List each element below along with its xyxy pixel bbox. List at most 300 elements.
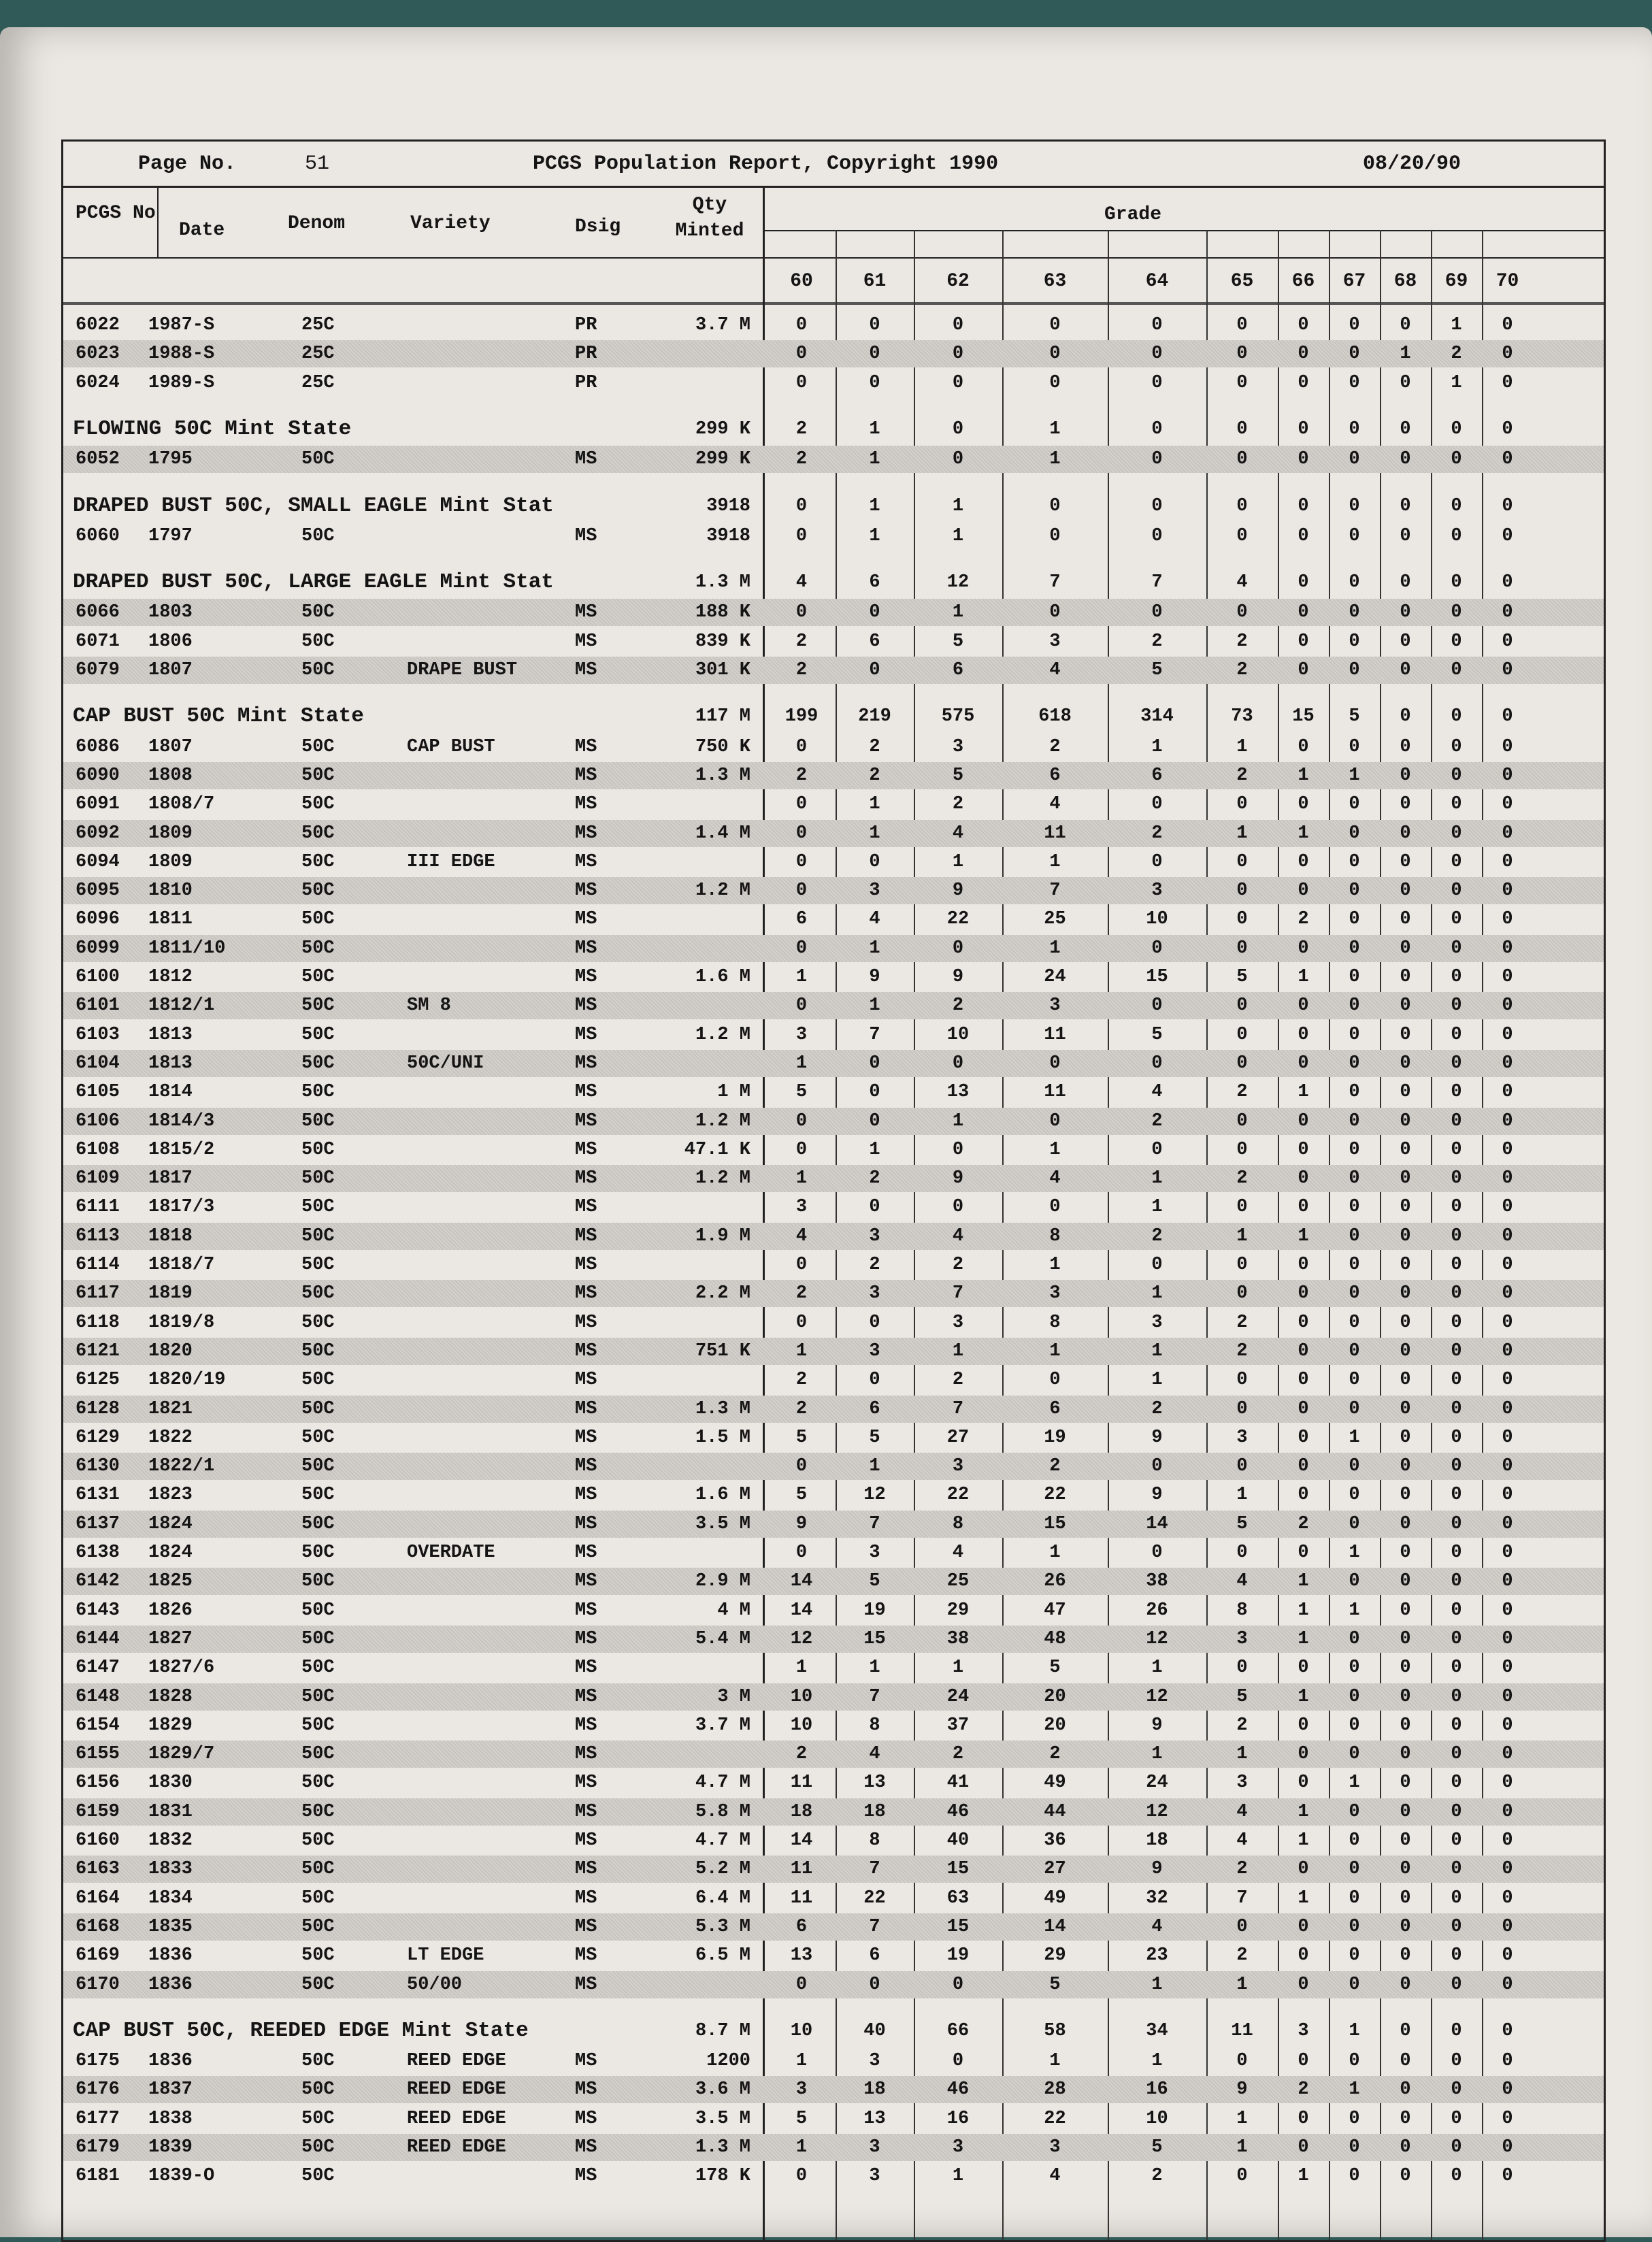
grade-total-64: 0 xyxy=(1151,495,1163,516)
grade-64-cell: 0 xyxy=(1151,1255,1163,1275)
grade-60-cell: 14 xyxy=(790,1571,813,1592)
section-totals-row xyxy=(63,416,1604,443)
grade-header-67: 67 xyxy=(1342,271,1366,292)
grade-total-67: 5 xyxy=(1349,706,1360,727)
denom-cell: 50C xyxy=(301,1773,335,1794)
pcgs-no-cell: 6129 xyxy=(76,1427,120,1448)
grade-62-cell: 22 xyxy=(946,909,970,930)
grade-67-cell: 0 xyxy=(1349,525,1360,546)
table-row xyxy=(63,2105,1604,2132)
grade-total-70: 0 xyxy=(1502,706,1513,727)
grade-66-cell: 1 xyxy=(1298,2166,1309,2187)
pcgs-no-cell: 6138 xyxy=(76,1543,120,1563)
dsig-cell: MS xyxy=(575,967,597,987)
grade-60-cell: 2 xyxy=(795,1370,808,1391)
grade-67-cell: 1 xyxy=(1349,1600,1360,1621)
dsig-cell: MS xyxy=(575,794,597,815)
grade-70-cell: 0 xyxy=(1502,765,1513,786)
grade-70-cell: 0 xyxy=(1502,1715,1513,1736)
qty-cell: 1.2 M xyxy=(695,1168,750,1189)
grade-65-cell: 0 xyxy=(1236,1024,1248,1045)
grade-69-cell: 0 xyxy=(1451,1571,1462,1592)
table-row xyxy=(63,2134,1604,2161)
grade-60-cell: 10 xyxy=(790,1686,813,1707)
section-qty: 8.7 M xyxy=(695,2020,750,2041)
table-row xyxy=(63,877,1604,904)
grade-62-cell: 0 xyxy=(952,1139,964,1160)
grade-67-cell: 0 xyxy=(1349,1197,1360,1218)
grade-69-cell: 0 xyxy=(1451,851,1462,872)
date-cell: 1821 xyxy=(148,1398,193,1419)
dsig-cell: MS xyxy=(575,1053,597,1074)
grade-61-cell: 6 xyxy=(869,1398,880,1419)
grade-70-cell: 0 xyxy=(1502,1225,1513,1247)
qty-cell: 188 K xyxy=(695,602,750,623)
date-cell: 1822 xyxy=(148,1427,193,1448)
date-cell: 1830 xyxy=(148,1773,193,1794)
grade-61-cell: 0 xyxy=(869,851,880,872)
grade-67-cell: 0 xyxy=(1349,1225,1360,1247)
section-qty: 117 M xyxy=(695,706,750,727)
dsig-cell: PR xyxy=(575,315,597,335)
dsig-cell: MS xyxy=(575,1513,597,1534)
grade-60-cell: 0 xyxy=(795,823,808,844)
dsig-cell: MS xyxy=(575,1945,597,1966)
date-cell: 1807 xyxy=(148,660,193,680)
date-cell: 1817 xyxy=(148,1168,193,1189)
grade-69-cell: 0 xyxy=(1451,880,1462,902)
table-row xyxy=(63,1885,1604,1912)
grade-70-cell: 0 xyxy=(1502,1168,1513,1189)
grade-69-cell: 0 xyxy=(1451,1628,1462,1649)
grade-68-cell: 0 xyxy=(1400,2051,1411,2072)
grade-61-cell: 3 xyxy=(869,880,880,902)
grade-68-cell: 0 xyxy=(1400,1658,1411,1679)
date-cell: 1839-O xyxy=(148,2166,215,2187)
dsig-cell: MS xyxy=(575,2051,597,2072)
grade-62-cell: 5 xyxy=(952,631,964,652)
grade-62-cell: 7 xyxy=(952,1398,964,1419)
table-row xyxy=(63,340,1604,367)
grade-62-cell: 16 xyxy=(946,2108,970,2129)
grade-67-cell: 0 xyxy=(1349,1485,1360,1506)
date-cell: 1987-S xyxy=(148,315,215,335)
denom-cell: 50C xyxy=(301,1370,335,1391)
grade-header-61: 61 xyxy=(863,271,887,292)
grade-64-cell: 18 xyxy=(1146,1830,1168,1851)
grade-68-cell: 0 xyxy=(1400,1628,1411,1649)
denom-cell: 50C xyxy=(301,851,335,872)
grade-70-cell: 0 xyxy=(1502,1686,1513,1707)
grade-69-cell: 0 xyxy=(1451,1916,1462,1937)
grade-64-cell: 0 xyxy=(1151,1543,1163,1563)
report-date: 08/20/90 xyxy=(1363,152,1461,176)
grade-60-cell: 2 xyxy=(795,765,808,786)
grade-total-64: 34 xyxy=(1146,2020,1168,2041)
grade-66-cell: 0 xyxy=(1298,1658,1309,1679)
grade-70-cell: 0 xyxy=(1502,1139,1513,1160)
grade-60-cell: 0 xyxy=(795,1139,808,1160)
grade-69-cell: 0 xyxy=(1451,1398,1462,1419)
grade-68-cell: 0 xyxy=(1400,1110,1411,1132)
grade-68-cell: 0 xyxy=(1400,1801,1411,1822)
report-page xyxy=(0,27,1652,2237)
grade-68-cell: 0 xyxy=(1400,660,1411,680)
date-cell: 1988-S xyxy=(148,344,215,365)
col-grade: Grade xyxy=(1104,204,1162,225)
grade-total-66: 0 xyxy=(1298,572,1309,593)
grade-65-cell: 1 xyxy=(1236,736,1248,757)
grade-60-cell: 6 xyxy=(795,909,808,930)
grade-60-cell: 1 xyxy=(795,1658,808,1679)
grade-65-cell: 0 xyxy=(1236,938,1248,959)
grade-69-cell: 0 xyxy=(1451,1773,1462,1794)
grade-60-cell: 2 xyxy=(795,1283,808,1304)
report-header xyxy=(63,142,1604,188)
grade-64-cell: 0 xyxy=(1151,794,1163,815)
grade-61-cell: 19 xyxy=(863,1600,886,1621)
grade-65-cell: 1 xyxy=(1236,823,1248,844)
grade-68-cell: 0 xyxy=(1400,1398,1411,1419)
grade-69-cell: 0 xyxy=(1451,1600,1462,1621)
table-row xyxy=(63,312,1604,339)
grade-total-63: 618 xyxy=(1038,706,1072,727)
table-row xyxy=(63,963,1604,991)
grade-66-cell: 0 xyxy=(1298,1370,1309,1391)
grade-68-cell: 0 xyxy=(1400,1312,1411,1333)
grade-65-cell: 3 xyxy=(1236,1628,1248,1649)
dsig-cell: MS xyxy=(575,1197,597,1218)
date-cell: 1807 xyxy=(148,736,193,757)
grade-68-cell: 0 xyxy=(1400,823,1411,844)
grade-64-cell: 1 xyxy=(1151,1658,1163,1679)
grade-total-62: 575 xyxy=(941,706,975,727)
grade-64-cell: 0 xyxy=(1151,344,1163,365)
grade-65-cell: 0 xyxy=(1236,602,1248,623)
table-row xyxy=(63,446,1604,473)
grade-68-cell: 0 xyxy=(1400,372,1411,393)
grade-61-cell: 13 xyxy=(863,1773,886,1794)
dsig-cell: MS xyxy=(575,1715,597,1736)
grade-total-64: 314 xyxy=(1140,706,1174,727)
table-row xyxy=(63,1021,1604,1049)
denom-cell: 50C xyxy=(301,1658,335,1679)
grade-70-cell: 0 xyxy=(1502,372,1513,393)
date-cell: 1817/3 xyxy=(148,1197,215,1218)
grade-65-cell: 5 xyxy=(1236,967,1248,987)
grade-61-cell: 0 xyxy=(869,1312,880,1333)
grade-70-cell: 0 xyxy=(1502,1427,1513,1448)
grade-68-cell: 0 xyxy=(1400,1571,1411,1592)
grade-62-cell: 2 xyxy=(952,794,964,815)
grade-66-cell: 0 xyxy=(1298,2051,1309,2072)
grade-total-68: 0 xyxy=(1400,706,1411,727)
dsig-cell: MS xyxy=(575,1571,597,1592)
grade-63-cell: 49 xyxy=(1044,1887,1066,1909)
pcgs-no-cell: 6079 xyxy=(76,660,120,680)
grade-69-cell: 0 xyxy=(1451,1225,1462,1247)
grade-61-cell: 1 xyxy=(869,1456,880,1477)
dsig-cell: MS xyxy=(575,1427,597,1448)
pcgs-no-cell: 6100 xyxy=(76,967,120,987)
grade-66-cell: 2 xyxy=(1298,2079,1309,2100)
grade-65-cell: 0 xyxy=(1236,1197,1248,1218)
qty-cell: 3 M xyxy=(717,1686,750,1707)
grade-70-cell: 0 xyxy=(1502,631,1513,652)
dsig-cell: MS xyxy=(575,1830,597,1851)
date-cell: 1814/3 xyxy=(148,1110,215,1132)
grade-62-cell: 38 xyxy=(946,1628,970,1649)
grade-62-cell: 4 xyxy=(952,1543,964,1563)
grade-69-cell: 0 xyxy=(1451,1744,1462,1765)
table-row xyxy=(63,1913,1604,1941)
pcgs-no-cell: 6179 xyxy=(76,2137,120,2158)
grade-64-cell: 2 xyxy=(1151,1225,1163,1247)
grade-67-cell: 0 xyxy=(1349,1628,1360,1649)
table-row xyxy=(63,762,1604,789)
grade-66-cell: 0 xyxy=(1298,938,1309,959)
date-cell: 1836 xyxy=(148,1945,193,1966)
grade-70-cell: 0 xyxy=(1502,1916,1513,1937)
pcgs-no-cell: 6164 xyxy=(76,1887,120,1909)
grade-60-cell: 0 xyxy=(795,938,808,959)
grade-60-cell: 0 xyxy=(795,315,808,335)
table-row xyxy=(63,1539,1604,1566)
dsig-cell: MS xyxy=(575,1225,597,1247)
grade-69-cell: 0 xyxy=(1451,2166,1462,2187)
grade-66-cell: 0 xyxy=(1298,2108,1309,2129)
grade-65-cell: 0 xyxy=(1236,1916,1248,1937)
grade-68-cell: 0 xyxy=(1400,967,1411,987)
denom-cell: 50C xyxy=(301,1197,335,1218)
qty-cell: 6.5 M xyxy=(695,1945,750,1966)
grade-61-cell: 1 xyxy=(869,525,880,546)
grade-64-cell: 0 xyxy=(1151,372,1163,393)
col-dsig: Dsig xyxy=(575,216,621,237)
grade-60-cell: 0 xyxy=(795,1312,808,1333)
grade-70-cell: 0 xyxy=(1502,1830,1513,1851)
pcgs-no-cell: 6121 xyxy=(76,1340,120,1362)
page-label: Page No. xyxy=(138,152,237,176)
pcgs-no-cell: 6066 xyxy=(76,602,120,623)
grade-69-cell: 0 xyxy=(1451,449,1462,470)
grade-total-68: 0 xyxy=(1400,2020,1411,2041)
grade-62-cell: 46 xyxy=(946,2079,970,2100)
grade-70-cell: 0 xyxy=(1502,967,1513,987)
grade-63-cell: 11 xyxy=(1044,823,1066,844)
dsig-cell: MS xyxy=(575,938,597,959)
grade-67-cell: 0 xyxy=(1349,1168,1360,1189)
grade-61-cell: 0 xyxy=(869,315,880,335)
grade-70-cell: 0 xyxy=(1502,1082,1513,1103)
grade-60-cell: 0 xyxy=(795,2166,808,2187)
grade-66-cell: 0 xyxy=(1298,1456,1309,1477)
qty-cell: 6.4 M xyxy=(695,1887,750,1909)
grade-66-cell: 0 xyxy=(1298,1945,1309,1966)
grade-63-cell: 47 xyxy=(1044,1600,1066,1621)
dsig-cell: MS xyxy=(575,1024,597,1045)
grade-69-cell: 0 xyxy=(1451,1312,1462,1333)
no-date-divider xyxy=(157,188,159,257)
grade-63-cell: 3 xyxy=(1049,995,1061,1017)
qty-cell: 47.1 K xyxy=(684,1139,750,1160)
grade-70-cell: 0 xyxy=(1502,2079,1513,2100)
grade-60-cell: 1 xyxy=(795,967,808,987)
table-row xyxy=(63,523,1604,550)
variety-cell: REED EDGE xyxy=(407,2079,506,2100)
dsig-cell: MS xyxy=(575,1686,597,1707)
grade-67-cell: 0 xyxy=(1349,631,1360,652)
grade-67-cell: 1 xyxy=(1349,2079,1360,2100)
date-cell: 1834 xyxy=(148,1887,193,1909)
grade-65-cell: 0 xyxy=(1236,1139,1248,1160)
grade-64-cell: 3 xyxy=(1151,1312,1163,1333)
grade-60-cell: 0 xyxy=(795,736,808,757)
table-row xyxy=(63,1856,1604,1883)
grade-total-70: 0 xyxy=(1502,418,1513,440)
pcgs-no-cell: 6092 xyxy=(76,823,120,844)
grade-61-cell: 7 xyxy=(869,1916,880,1937)
grade-69-cell: 0 xyxy=(1451,1859,1462,1880)
denom-cell: 50C xyxy=(301,909,335,930)
grade-67-cell: 0 xyxy=(1349,1945,1360,1966)
grade-61-cell: 3 xyxy=(869,1340,880,1362)
qty-cell: 2.2 M xyxy=(695,1283,750,1304)
grade-63-cell: 6 xyxy=(1049,1398,1061,1419)
grade-60-cell: 0 xyxy=(795,525,808,546)
grade-62-cell: 19 xyxy=(946,1945,970,1966)
dsig-cell: MS xyxy=(575,823,597,844)
grade-60-cell: 1 xyxy=(795,1340,808,1362)
grade-61-cell: 1 xyxy=(869,794,880,815)
date-cell: 1833 xyxy=(148,1859,193,1880)
dsig-cell: MS xyxy=(575,1916,597,1937)
grade-65-cell: 1 xyxy=(1236,2108,1248,2129)
grade-66-cell: 0 xyxy=(1298,1053,1309,1074)
grade-63-cell: 14 xyxy=(1044,1916,1066,1937)
grade-67-cell: 0 xyxy=(1349,2137,1360,2158)
qty-cell: 1200 xyxy=(706,2051,750,2072)
date-cell: 1829/7 xyxy=(148,1744,215,1765)
dsig-cell: MS xyxy=(575,1600,597,1621)
grade-68-cell: 0 xyxy=(1400,1370,1411,1391)
grade-62-cell: 46 xyxy=(946,1801,970,1822)
grade-60-cell: 5 xyxy=(795,1427,808,1448)
grade-64-cell: 0 xyxy=(1151,602,1163,623)
grade-68-cell: 0 xyxy=(1400,1859,1411,1880)
pcgs-no-cell: 6099 xyxy=(76,938,120,959)
grade-60-cell: 14 xyxy=(790,1600,813,1621)
table-row xyxy=(63,1626,1604,1653)
header-rule xyxy=(63,257,1604,259)
grade-68-cell: 0 xyxy=(1400,315,1411,335)
grade-70-cell: 0 xyxy=(1502,1456,1513,1477)
denom-cell: 50C xyxy=(301,765,335,786)
grade-67-cell: 0 xyxy=(1349,1024,1360,1045)
grade-67-cell: 0 xyxy=(1349,2166,1360,2187)
grade-65-cell: 0 xyxy=(1236,909,1248,930)
grade-64-cell: 23 xyxy=(1146,1945,1168,1966)
grade-total-66: 15 xyxy=(1292,706,1315,727)
grade-64-cell: 5 xyxy=(1151,1024,1163,1045)
qty-cell: 1.5 M xyxy=(695,1427,750,1448)
grade-header-65: 65 xyxy=(1230,271,1254,292)
grade-total-61: 40 xyxy=(863,2020,886,2041)
grade-62-cell: 15 xyxy=(946,1859,970,1880)
grade-61-cell: 8 xyxy=(869,1830,880,1851)
grade-70-cell: 0 xyxy=(1502,1024,1513,1045)
grade-total-66: 3 xyxy=(1298,2020,1309,2041)
grade-rule xyxy=(764,230,1604,231)
grade-70-cell: 0 xyxy=(1502,1600,1513,1621)
dsig-cell: MS xyxy=(575,2079,597,2100)
grade-65-cell: 0 xyxy=(1236,1053,1248,1074)
grade-60-cell: 0 xyxy=(795,1110,808,1132)
grade-62-cell: 1 xyxy=(952,851,964,872)
grade-63-cell: 20 xyxy=(1044,1686,1066,1707)
table-row xyxy=(63,1251,1604,1279)
grade-63-cell: 2 xyxy=(1049,1744,1061,1765)
dsig-cell: MS xyxy=(575,1139,597,1160)
grade-63-cell: 0 xyxy=(1049,1370,1061,1391)
grade-total-62: 1 xyxy=(952,495,964,516)
table-row xyxy=(63,1481,1604,1509)
grade-64-cell: 0 xyxy=(1151,1053,1163,1074)
grade-62-cell: 29 xyxy=(946,1600,970,1621)
grade-63-cell: 0 xyxy=(1049,372,1061,393)
qty-cell: 5.3 M xyxy=(695,1916,750,1937)
grade-total-66: 0 xyxy=(1298,495,1309,516)
qty-cell: 1.9 M xyxy=(695,1225,750,1247)
grade-64-cell: 0 xyxy=(1151,995,1163,1017)
grade-66-cell: 0 xyxy=(1298,449,1309,470)
date-cell: 1827 xyxy=(148,1628,193,1649)
grade-66-cell: 0 xyxy=(1298,1715,1309,1736)
grade-62-cell: 2 xyxy=(952,1370,964,1391)
grade-64-cell: 1 xyxy=(1151,1744,1163,1765)
grade-63-cell: 48 xyxy=(1044,1628,1066,1649)
grade-65-cell: 2 xyxy=(1236,660,1248,680)
grade-63-cell: 1 xyxy=(1049,2051,1061,2072)
grade-62-cell: 4 xyxy=(952,1225,964,1247)
denom-cell: 50C xyxy=(301,631,335,652)
grade-65-cell: 2 xyxy=(1236,1859,1248,1880)
grade-68-cell: 0 xyxy=(1400,1456,1411,1477)
pcgs-no-cell: 6168 xyxy=(76,1916,120,1937)
grade-70-cell: 0 xyxy=(1502,660,1513,680)
grade-63-cell: 24 xyxy=(1044,967,1066,987)
grade-60-cell: 14 xyxy=(790,1830,813,1851)
table-row xyxy=(63,1741,1604,1768)
grade-67-cell: 0 xyxy=(1349,1053,1360,1074)
grade-65-cell: 1 xyxy=(1236,2137,1248,2158)
grade-61-cell: 0 xyxy=(869,1370,880,1391)
grade-62-cell: 27 xyxy=(946,1427,970,1448)
grade-62-cell: 2 xyxy=(952,1255,964,1275)
grade-67-cell: 0 xyxy=(1349,2108,1360,2129)
grade-65-cell: 0 xyxy=(1236,1398,1248,1419)
denom-cell: 50C xyxy=(301,602,335,623)
grade-68-cell: 0 xyxy=(1400,1485,1411,1506)
pcgs-no-cell: 6143 xyxy=(76,1600,120,1621)
grade-62-cell: 41 xyxy=(946,1773,970,1794)
grade-61-cell: 13 xyxy=(863,2108,886,2129)
grade-60-cell: 0 xyxy=(795,1456,808,1477)
qty-cell: 1.2 M xyxy=(695,1110,750,1132)
grade-67-cell: 0 xyxy=(1349,315,1360,335)
variety-cell: REED EDGE xyxy=(407,2051,506,2072)
grade-70-cell: 0 xyxy=(1502,1398,1513,1419)
